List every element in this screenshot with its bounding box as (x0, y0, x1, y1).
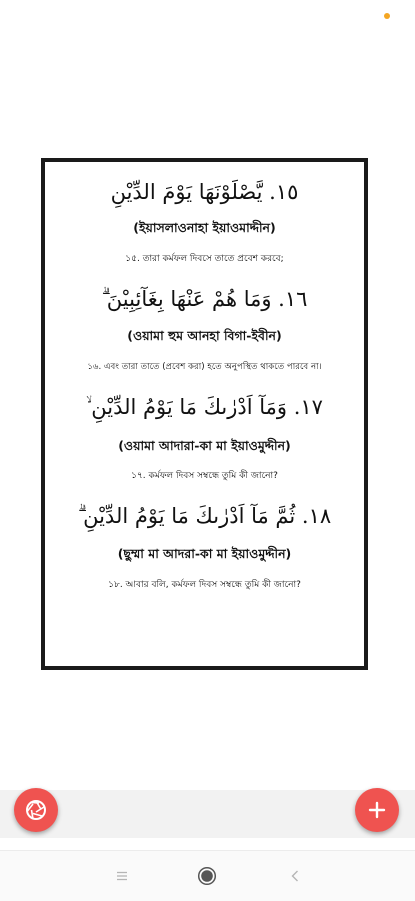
document-image (41, 158, 368, 670)
aperture-icon (24, 798, 48, 822)
verse-17-arabic: ١٧. وَمَآ اَدْرٰىكَ مَا يَوْمُ الدِّيْنِ ۙ (86, 395, 323, 419)
menu-icon (116, 871, 128, 881)
verse-15-arabic: ١٥. يَّصْلَوْنَهَا يَوْمَ الدِّيْنِ (110, 180, 299, 204)
verse-17-transliteration: (ওয়ামা আদারা-কা মা ইয়াওমুদ্দীন) (118, 438, 291, 453)
camera-button[interactable] (14, 788, 58, 832)
verse-15-meaning: ১৫. তারা কর্মফল দিবসে তাতে প্রবেশ করবে; (125, 254, 284, 264)
verse-18-arabic: ١٨. ثُمَّ مَآ اَدْرٰىكَ مَا يَوْمُ الدِّيْنِ ۗ (77, 504, 332, 528)
status-indicator-dot (384, 13, 390, 19)
verse-16-meaning: ১৬. এবং তারা তাতে (প্রবেশ করা) হতে অনুপস্থিত থাকতে পারবে না। (87, 362, 322, 372)
recent-apps-button[interactable] (114, 865, 130, 887)
verse-18-meaning: ১৮. আবার বলি, কর্মফল দিবস সম্বন্ধে তুমি কী জানো? (108, 580, 301, 590)
add-button[interactable] (355, 788, 399, 832)
home-icon (197, 866, 217, 886)
verse-16-arabic: ١٦. وَمَا هُمْ عَنْهَا بِغَآئِبِيْنَ ۗ (101, 287, 308, 311)
verse-18-transliteration: (ছুম্মা মা আদরা-কা মা ইয়াওমুদ্দীন) (117, 546, 292, 561)
verse-16-transliteration: (ওয়ামা হুম আনহা বিগা-ইবীন) (127, 328, 282, 343)
back-icon (291, 870, 299, 882)
plus-icon (367, 800, 387, 820)
system-navigation-bar (0, 850, 415, 901)
back-button[interactable] (287, 865, 303, 887)
verse-15-transliteration: (ইয়াসলাওনাহা ইয়াওমাদ্দীন) (133, 220, 276, 235)
bottom-toolbar (0, 790, 415, 838)
verse-17-meaning: ১৭. কর্মফল দিবস সম্বন্ধে তুমি কী জানো? (131, 471, 278, 481)
home-button[interactable] (196, 865, 218, 887)
